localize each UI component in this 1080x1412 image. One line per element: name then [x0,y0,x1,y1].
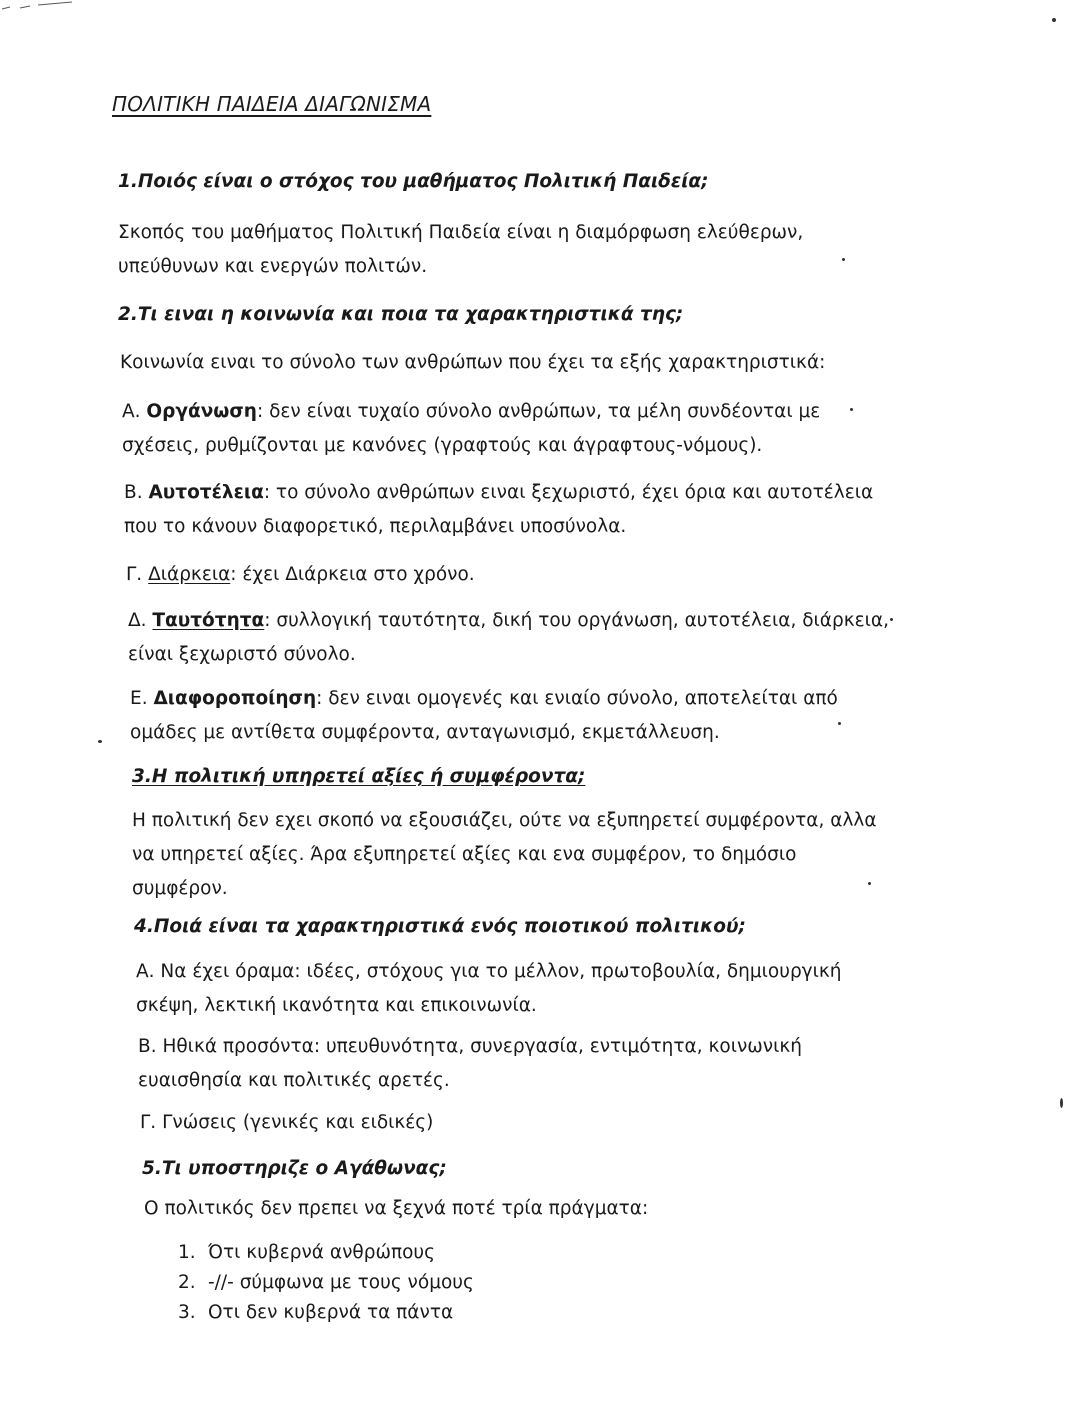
scan-speck [1052,18,1056,22]
answer-3-line-1: Η πολιτική δεν εχει σκοπό να εξουσιάζει, ούτε να εξυπηρετεί συμφέροντα, αλλα [132,810,877,831]
question-1-text: 1.Ποιός είναι ο στόχος του μαθήματος Πολιτική Παιδεία; [118,171,709,192]
list-text: -//- σύμφωνα με τους νόμους [208,1272,474,1293]
answer-1 [118,216,803,284]
list-text: Ότι κυβερνά ανθρώπους [208,1242,435,1263]
question-1 [118,165,709,199]
answer-4-item-a [136,955,842,1023]
scan-speck [850,408,853,411]
answer-4-item-b [138,1030,802,1098]
feature-prefix: Γ. [126,564,149,585]
answer-1-line-1: Σκοπός του μαθήματος Πολιτική Παιδεία είναι η διαμόρφωση ελεύθερων, [118,222,804,243]
feature-desc-line-2: ομάδες με αντίθετα συμφέροντα, ανταγωνισμό, εκμετάλλευση. [130,722,720,743]
answer-5-intro: Ο πολιτικός δεν πρεπει να ξεχνά ποτέ τρία πράγματα: [144,1198,649,1219]
list-item [178,1238,474,1268]
list-item [178,1268,474,1298]
feature-desc-line-1: : το σύνολο ανθρώπων ειναι ξεχωριστό, έχει όρια και αυτοτέλεια [263,482,874,503]
scan-speck [838,722,841,725]
feature-differentiation [130,682,838,750]
feature-term: Αυτοτέλεια [148,482,264,503]
feature-term: Διαφοροποίηση [153,688,317,709]
feature-desc-line-1: : δεν είναι τυχαίο σύνολο ανθρώπων, τα μέλη συνδέονται με [256,401,821,422]
feature-prefix: Ε. [130,688,154,709]
list-item [178,1298,474,1328]
answer-4-item-c: Γ. Γνώσεις (γενικές και ειδικές) [140,1112,434,1133]
question-3-text: 3.Η πολιτική υπηρετεί αξίες ή συμφέροντα; [132,766,586,787]
list-number: 3. [178,1302,196,1323]
feature-identity [128,604,889,672]
numbered-list [178,1238,474,1328]
question-2-text: 2.Τι ειναι η κοινωνία και ποια τα χαρακτηριστικά της; [118,304,684,325]
answer-4-item-a-line-1: Α. Να έχει όραμα: ιδέες, στόχους για το μέλλον, πρωτοβουλία, δημιουργική [136,961,842,982]
feature-duration [126,558,475,592]
feature-desc-line-2: που το κάνουν διαφορετικό, περιλαμβάνει υποσύνολα. [124,516,627,537]
document-title: ΠΟΛΙΤΙΚΗ ΠΑΙΔΕΙΑ ΔΙΑΓΩΝΙΣΜΑ [112,92,432,116]
feature-desc-line-2: σχέσεις, ρυθμίζονται με κανόνες (γραφτούς και άγραφτους-νόμους). [122,435,763,456]
scan-speck [890,618,893,621]
feature-desc-line-2: είναι ξεχωριστό σύνολο. [128,644,356,665]
list-text: Οτι δεν κυβερνά τα πάντα [208,1302,454,1323]
question-4 [134,910,746,944]
answer-4-item-b-line-1: Β. Ηθικά προσόντα: υπευθυνότητα, συνεργασία, εντιμότητα, κοινωνική [138,1036,803,1057]
feature-prefix: Α. [122,401,147,422]
answer-3-line-3: συμφέρον. [132,878,228,899]
answer-3 [132,804,877,906]
question-5-text: 5.Τι υποστηριζε ο Αγάθωνας; [142,1158,447,1179]
scan-speck [868,882,871,885]
answer-3-line-2: να υπηρετεί αξίες. Άρα εξυπηρετεί αξίες και ενα συμφέρον, το δημόσιο [132,844,797,865]
answer-2-intro: Κοινωνία ειναι το σύνολο των ανθρώπων που έχει τα εξής χαρακτηριστικά: [120,352,826,373]
list-number: 1. [178,1242,196,1263]
feature-organization [122,395,820,463]
scan-speck [842,258,845,261]
feature-prefix: Δ. [128,610,153,631]
scan-speck [98,740,102,743]
feature-term: Οργάνωση [146,401,257,422]
feature-term: Διάρκεια [148,564,231,585]
list-number: 2. [178,1272,196,1293]
scan-artifact [0,0,90,20]
answer-1-line-2: υπεύθυνων και ενεργών πολιτών. [118,256,428,277]
feature-desc-line-1: : συλλογική ταυτότητα, δική του οργάνωση, αυτοτέλεια, διάρκεια, [264,610,889,631]
scan-speck [1060,1098,1063,1108]
answer-4-item-b-line-2: ευαισθησία και πολιτικές αρετές. [138,1070,450,1091]
answer-4-item-a-line-2: σκέψη, λεκτική ικανότητα και επικοινωνία. [136,995,537,1016]
feature-term: Ταυτότητα [152,610,265,631]
feature-desc-line-1: : δεν ειναι ομογενές και ενιαίο σύνολο, αποτελείται από [316,688,838,709]
question-4-text: 4.Ποιά είναι τα χαρακτηριστικά ενός ποιοτικού πολιτικού; [134,916,746,937]
question-3 [132,760,585,794]
question-5 [142,1152,447,1186]
feature-prefix: Β. [124,482,149,503]
question-2 [118,298,683,332]
feature-autonomy [124,476,873,544]
feature-desc-line-1: : έχει Διάρκεια στο χρόνο. [230,564,475,585]
